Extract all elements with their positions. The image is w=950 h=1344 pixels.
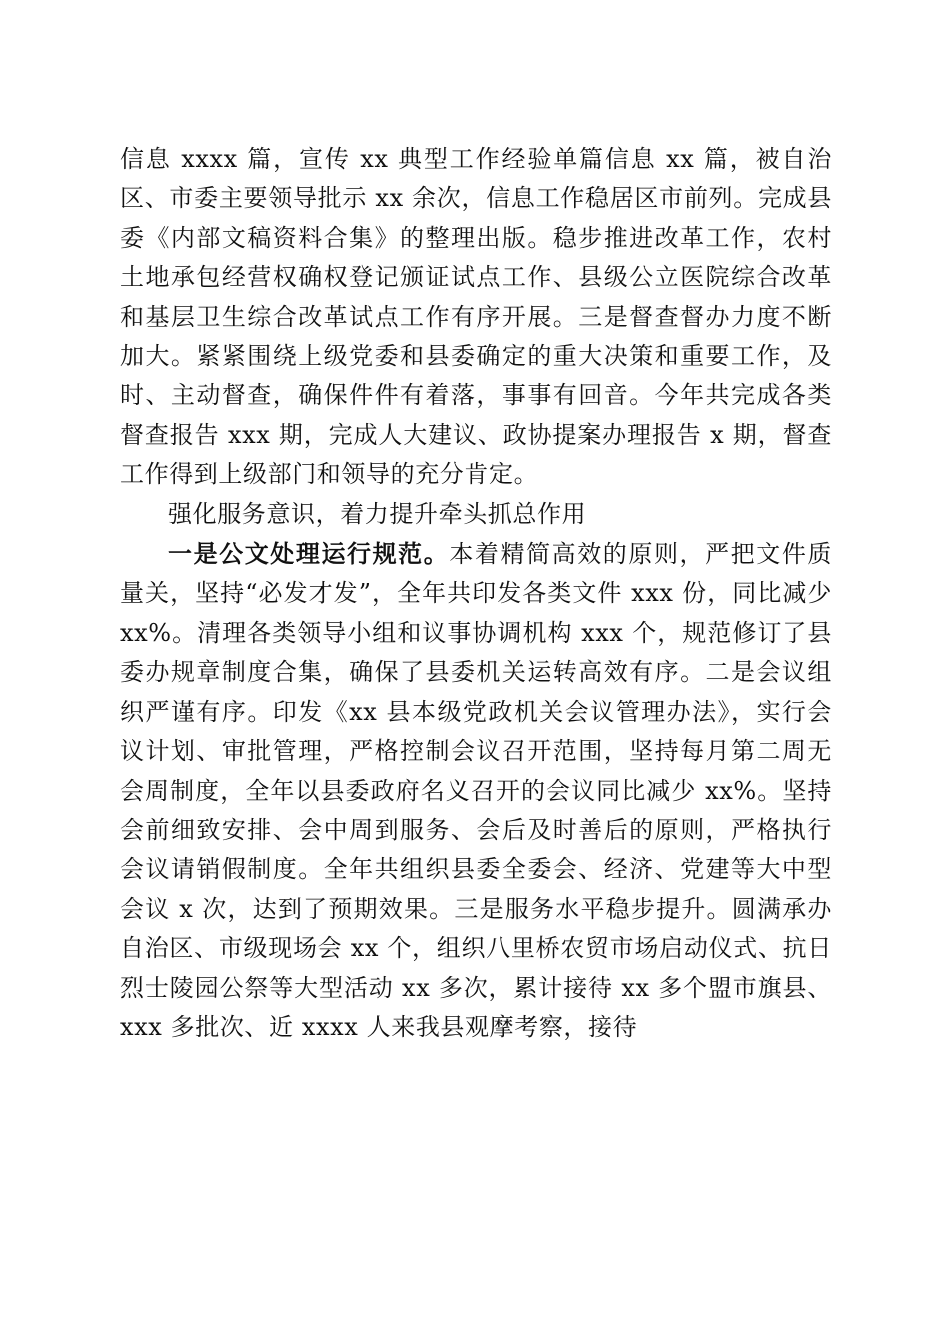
- section-heading: 强化服务意识，着力提升牵头抓总作用: [168, 499, 587, 528]
- paragraph-continuation: 信息 xxxx 篇，宣传 xx 典型工作经验单篇信息 xx 篇，被自治区、市委主要领导批示 xx 余次，信息工作稳居区市前列。完成县委《内部文稿资料合集》的整理出版。稳步推进改革工作，农村土地承包经营权确权登记颁证试点工作、县级公立医院综合改革和基层卫生综合改革试点工作有序开展。三是督查督办力度不断加大。紧紧围绕上级党委和县委确定的重大决策和重要工作，及时、主动督查，确保件件有着落，事事有回音。今年共完成各类督查报告 xxx 期，完成人大建议、政协提案办理报告 x 期，督查工作得到上级部门和领导的充分肯定。: [120, 145, 832, 489]
- document-body: [120, 140, 832, 1047]
- paragraph-text: 本着精简高效的原则，严把文件质量关，坚持“必发才发”，全年共印发各类文件 xxx 份，同比减少 xx%。清理各类领导小组和议事协调机构 xxx 个，规范修订了县委办规章制度合集，确保了县委机关运转高效有序。二是会议组织严谨有序。印发《xx 县本级党政机关会议管理办法》，实行会议计划、审批管理，严格控制会议召开范围，坚持每月第二周无会周制度，全年以县委政府名义召开的会议同比减少 xx%。坚持会前细致安排、会中周到服务、会后及时善后的原则，严格执行会议请销假制度。全年共组织县委全委会、经济、党建等大中型会议 x 次，达到了预期效果。三是服务水平稳步提升。圆满承办自治区、市级现场会 xx 个，组织八里桥农贸市场启动仪式、抗日烈士陵园公祭等大型活动 xx 多次，累计接待 xx 多个盟市旗县、xxx 多批次、近 xxxx 人来我县观摩考察，接待: [120, 540, 833, 1041]
- paragraph-document-handling: [120, 534, 832, 1047]
- paragraph-lead: 一是公文处理运行规范。: [168, 539, 450, 569]
